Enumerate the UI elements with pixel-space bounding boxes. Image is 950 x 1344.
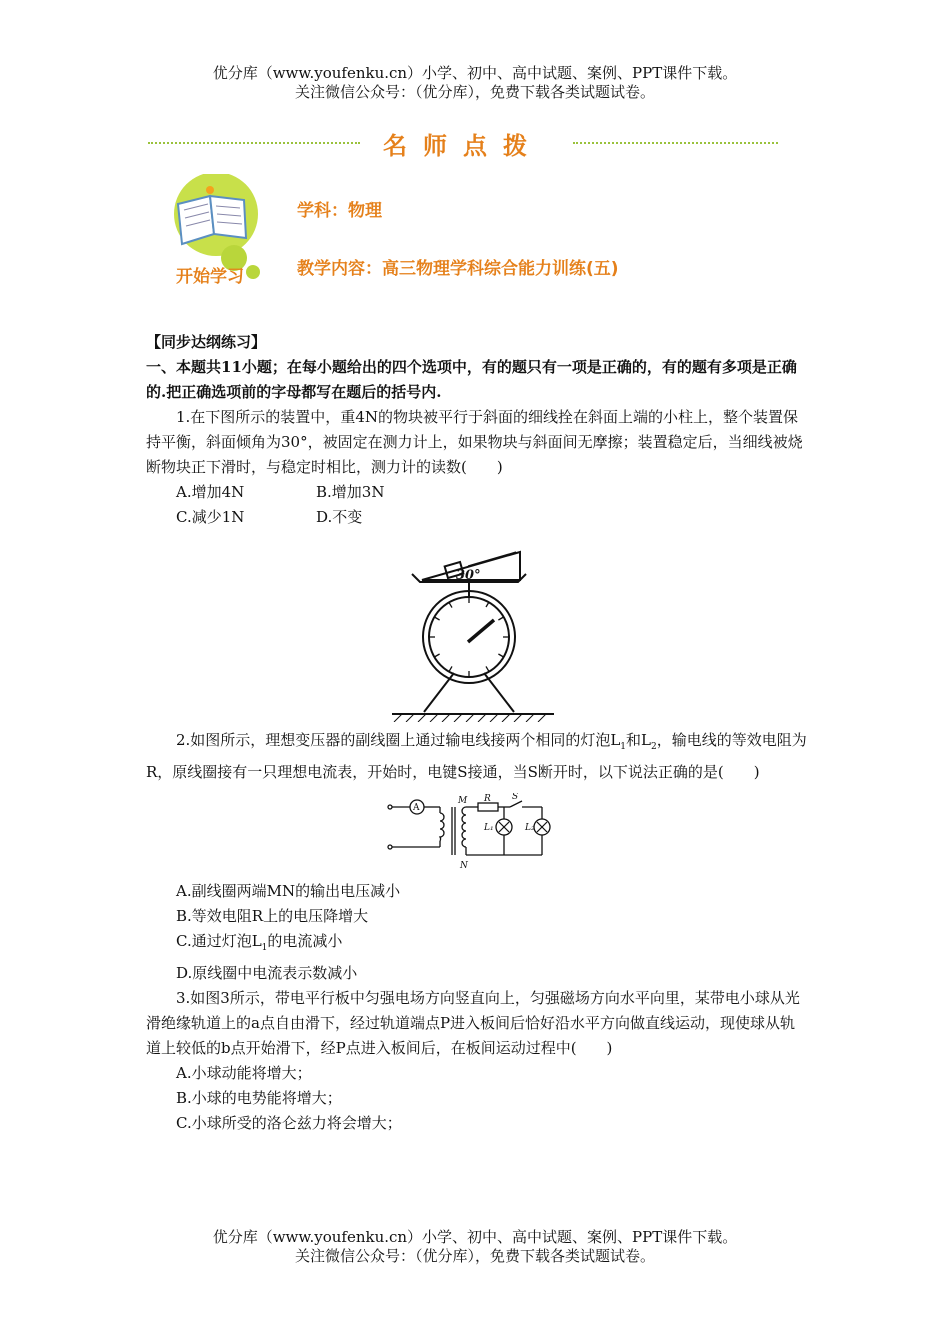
section-instruction: 一、本题共11小题；在每小题给出的四个选项中，有的题只有一项是正确的，有的题有多项是正确的.把正确选项前的字母都写在题后的括号内. — [146, 358, 797, 401]
q2-option-c-part-2: 的电流减小 — [267, 932, 343, 950]
q2-option-a: A.副线圈两端MN的输出电压减小 — [176, 882, 401, 900]
page-footer — [0, 1228, 950, 1266]
section-heading: 【同步达纲练习】 — [146, 333, 267, 351]
banner-dotted-line-right — [573, 142, 778, 144]
lamp-l2-label: L₂ — [525, 823, 535, 833]
footer-line-2: 关注微信公众号：（优分库），免费下载各类试题试卷。 — [294, 1247, 655, 1265]
question-1-text: 1.在下图所示的装置中，重4N的物块被平行于斜面的细线拴在斜面上端的小柱上，整个装置保持平衡，斜面倾角为30°，被固定在测力计上，如果物块与斜面间无摩擦；装置稳定后，当细线被烧断物块正下滑时，与稳定时相比，测力计的读数( ) — [146, 408, 803, 476]
start-learning-logo — [160, 174, 270, 292]
question-2-text — [146, 728, 810, 785]
terminal-n-label: N — [460, 861, 468, 871]
section-banner — [148, 126, 778, 160]
q3-option-a: A.小球动能将增大； — [176, 1064, 312, 1082]
q2-sub-2: 2 — [650, 742, 657, 752]
header-line-2: 关注微信公众号：（优分库），免费下载各类试题试卷。 — [294, 83, 655, 101]
q2-option-c — [146, 929, 810, 961]
footer-line-1: 优分库（www.youfenku.cn）小学、初中、高中试题、案例、PPT课件下载。 — [212, 1228, 738, 1246]
q1-option-a: A.增加4N — [176, 483, 245, 501]
document-body — [146, 330, 810, 1136]
question-1-options-row-2 — [146, 505, 810, 530]
ammeter-label: A — [413, 803, 420, 813]
question-3-text: 3.如图3所示，带电平行板中匀强电场方向竖直向上，匀强磁场方向水平向里，某带电小球从光滑绝缘轨道上的a点自由滑下，经过轨道端点P进入板间后恰好沿水平方向做直线运动，现使球从轨道上较低的b点开始滑下，经P点进入板间后，在板间运动过程中( ) — [146, 989, 800, 1057]
lamp-l1-label: L₁ — [484, 823, 494, 833]
q2-option-c-part-1: C.通过灯泡L — [176, 932, 262, 950]
incline-on-scale-figure — [384, 542, 564, 722]
q2-sub-1: 1 — [620, 742, 627, 752]
incline-angle-label: 30° — [456, 568, 481, 583]
subject-label: 学科：物理 — [297, 201, 382, 221]
q1-option-b: B.增加3N — [316, 483, 385, 501]
q3-option-c: C.小球所受的洛仑兹力将会增大； — [176, 1114, 402, 1132]
q3-option-b: B.小球的电势能将增大； — [176, 1089, 342, 1107]
q2-text-part-2: 和L — [626, 731, 651, 749]
page-header — [0, 64, 950, 102]
q2-option-b: B.等效电阻R上的电压降增大 — [176, 907, 369, 925]
q2-option-d: D.原线圈中电流表示数减小 — [176, 964, 358, 982]
header-line-1: 优分库（www.youfenku.cn）小学、初中、高中试题、案例、PPT课件下载。 — [212, 64, 738, 82]
terminal-m-label: M — [458, 796, 468, 806]
switch-label: S — [512, 793, 519, 802]
banner-title: 名师点拨 — [383, 132, 543, 160]
q2-text-part-1: 2.如图所示，理想变压器的副线圈上通过输电线接两个相同的灯泡L — [176, 731, 621, 749]
transformer-circuit-figure — [386, 793, 556, 871]
q1-option-c: C.减少1N — [176, 508, 245, 526]
teaching-content-label: 教学内容：高三物理学科综合能力训练(五) — [297, 259, 619, 279]
q2-text-part-3: ，输电线的等效电阻为R，原线圈接有一只理想电流表，开始时，电键S接通，当S断开时，以下说法正确的是( ) — [146, 731, 807, 781]
q1-option-d: D.不变 — [316, 508, 363, 526]
q2-option-c-sub: 1 — [261, 943, 268, 953]
logo-text: 开始学习 — [176, 267, 244, 287]
resistor-label: R — [484, 794, 491, 804]
question-1-options-row-1 — [146, 480, 810, 505]
